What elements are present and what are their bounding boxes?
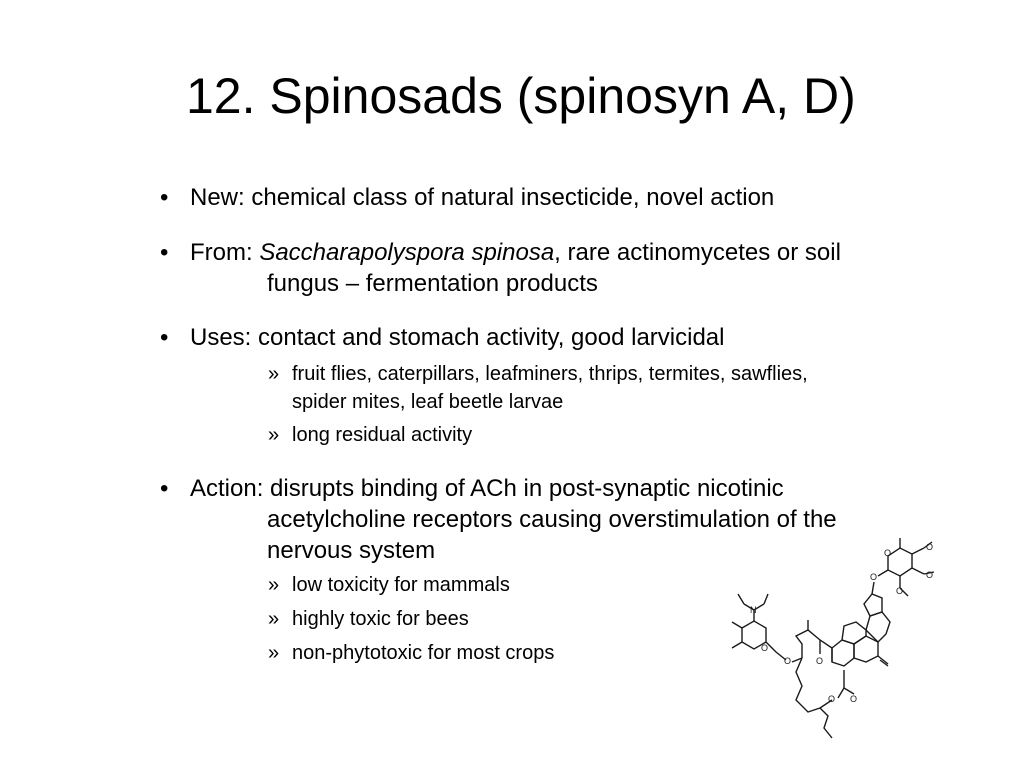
oxygen-label: O [884, 548, 892, 558]
core-ring [832, 640, 854, 666]
spinosyn-structure-image [724, 536, 974, 746]
cyclopentane-ring [864, 594, 882, 616]
oxygen-label: O [926, 570, 934, 580]
bullet-text: Uses: contact and stomach activity, good larvicidal [190, 324, 725, 351]
bullet-text [190, 238, 841, 268]
slide-title: 12. Spinosads (spinosyn A, D) [186, 68, 856, 124]
bullet-text-prefix: From: [190, 239, 260, 266]
sub-bullet-continuation: spider mites, leaf beetle larvae [292, 391, 564, 413]
core-ring [854, 636, 878, 662]
bullet-continuation: fungus – fermentation products [267, 270, 598, 297]
sub-bullet-marker: » [268, 363, 280, 385]
sub-bullet-text: low toxicity for mammals [292, 574, 510, 596]
sub-bullet-text: long residual activity [292, 424, 473, 446]
bullet-marker: • [160, 239, 169, 266]
oxygen-label: O [816, 656, 824, 666]
oxygen-label: O [828, 694, 836, 704]
macrolide-chain [796, 630, 832, 662]
oxygen-label: O [784, 656, 792, 666]
bullet-marker: • [160, 475, 169, 502]
bullet-text: Action: disrupts binding of ACh in post-synaptic nicotinic [190, 475, 784, 502]
bullet-continuation: nervous system [267, 537, 436, 564]
oxygen-label: O [850, 694, 858, 704]
oxygen-label: O [896, 586, 904, 596]
bullet-text-suffix: , rare actinomycetes or soil [554, 239, 841, 266]
organism-name: Saccharapolyspora spinosa [259, 239, 555, 266]
bullet-marker: • [160, 184, 169, 211]
sub-bullet-marker: » [268, 424, 280, 446]
oxygen-label: O [870, 572, 878, 582]
sub-bullet-text: highly toxic for bees [292, 608, 469, 630]
sub-bullet-marker: » [268, 574, 280, 596]
sub-bullet-marker: » [268, 642, 280, 664]
macrolide-chain [796, 658, 820, 712]
oxygen-label: O [761, 643, 769, 653]
oxygen-label: O [926, 542, 934, 552]
bullet-marker: • [160, 324, 169, 351]
sub-bullet-marker: » [268, 608, 280, 630]
rhamnose-ring [888, 548, 912, 576]
sub-bullet-text: non-phytotoxic for most crops [292, 642, 555, 664]
bullet-continuation: acetylcholine receptors causing overstimulation of the [267, 506, 837, 533]
sub-bullet-text: fruit flies, caterpillars, leafminers, thrips, termites, sawflies, [292, 363, 808, 385]
nitrogen-label: N [750, 605, 757, 615]
bullet-text: New: chemical class of natural insecticide, novel action [190, 184, 775, 211]
core-ring [842, 622, 866, 644]
